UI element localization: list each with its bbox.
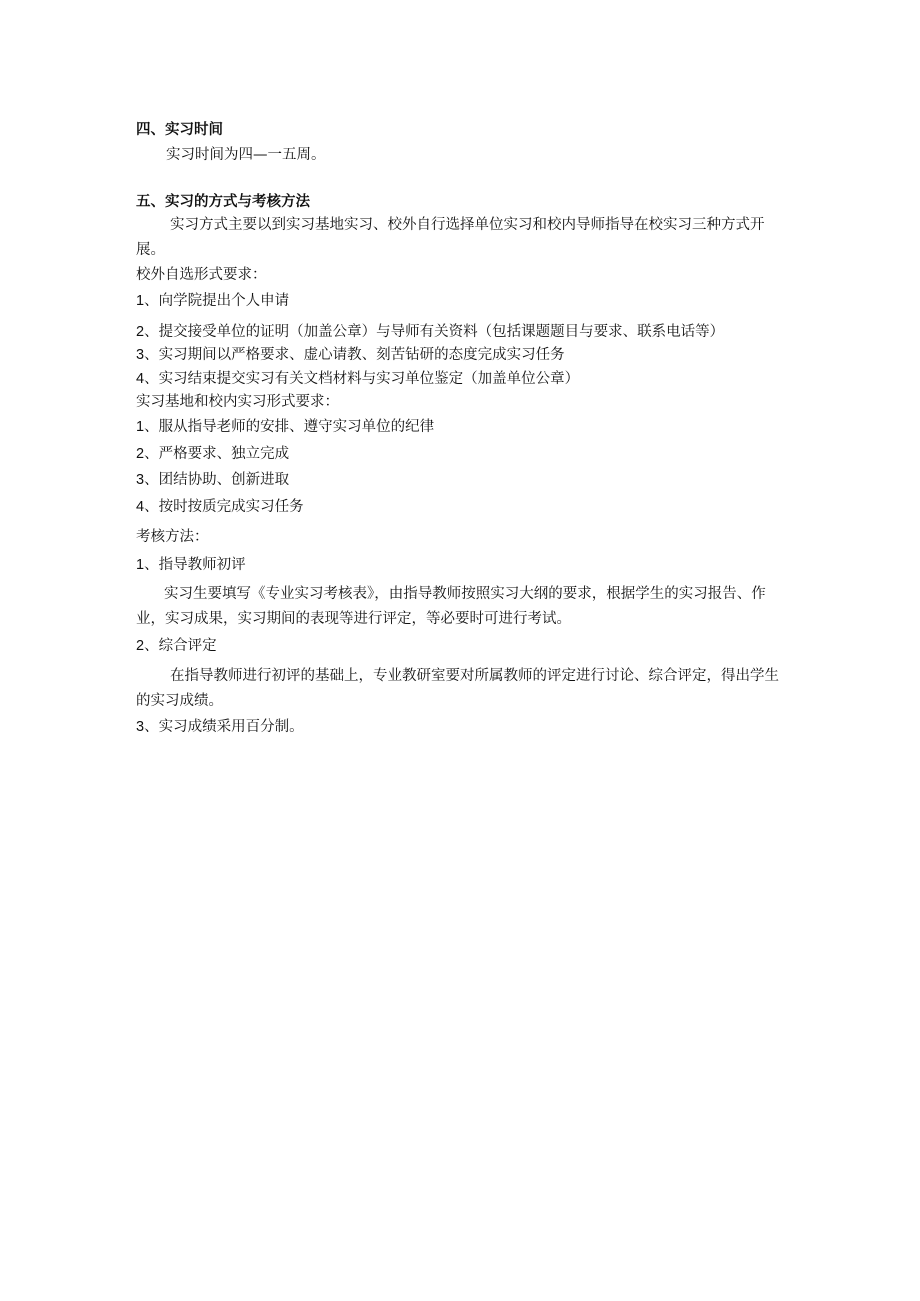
list-item: [136, 345, 565, 365]
list-item-number: 1: [136, 293, 145, 309]
assessment-item-number: 2: [136, 638, 145, 654]
list-item-text: 、实习期间以严格要求、虚心请教、刻苦钻研的态度完成实习任务: [144, 347, 565, 363]
assessment-item-title: 、综合评定: [144, 638, 217, 654]
list-item-number: 3: [136, 347, 145, 363]
list-item-text: 、实习结束提交实习有关文档材料与实习单位鉴定（加盖单位公章）: [144, 371, 580, 387]
list-item-text: 、服从指导老师的安排、遵守实习单位的纪律: [144, 419, 435, 435]
assessment-item-description: 在指导教师进行初评的基础上，专业教研室要对所属教师的评定进行讨论、综合评定，得出学生的实习成绩。: [136, 668, 779, 709]
section-4-title: 四、实习时间: [136, 122, 223, 138]
assessment-title: 考核方法：: [136, 529, 209, 545]
list-item-number: 4: [136, 499, 145, 515]
assessment-item: [136, 555, 246, 575]
list-item-text: 、向学院提出个人申请: [144, 293, 290, 309]
list-item-number: 4: [136, 371, 145, 387]
list-item-number: 2: [136, 446, 145, 462]
section-5-title: 五、实习的方式与考核方法: [136, 194, 310, 210]
assessment-item: [136, 717, 304, 737]
list-item: [136, 417, 434, 437]
section-4-body: 实习时间为四—一五周。: [166, 147, 326, 163]
list-item: [136, 470, 289, 490]
external-requirements-title: 校外自选形式要求：: [136, 267, 267, 283]
list-item: [136, 444, 289, 464]
list-item-text: 、按时按质完成实习任务: [144, 499, 304, 515]
list-item-text: 、提交接受单位的证明（加盖公章）与导师有关资料（包括课题题目与要求、联系电话等）: [144, 324, 725, 340]
assessment-item-title: 、指导教师初评: [144, 557, 246, 573]
internal-requirements-title: 实习基地和校内实习形式要求：: [136, 394, 339, 410]
assessment-item-number: 1: [136, 557, 145, 573]
assessment-item: [136, 636, 217, 656]
list-item: [136, 322, 724, 342]
list-item: [136, 291, 289, 311]
list-item: [136, 369, 579, 389]
list-item-text: 、严格要求、独立完成: [144, 446, 290, 462]
list-item-number: 3: [136, 472, 145, 488]
assessment-item-title: 、实习成绩采用百分制。: [144, 719, 304, 735]
list-item-number: 1: [136, 419, 145, 435]
assessment-item-number: 3: [136, 719, 145, 735]
list-item-text: 、团结协助、创新进取: [144, 472, 290, 488]
list-item-number: 2: [136, 324, 145, 340]
list-item: [136, 497, 304, 517]
section-5-intro: 实习方式主要以到实习基地实习、校外自行选择单位实习和校内导师指导在校实习三种方式开展。: [136, 217, 765, 258]
assessment-item-description: 实习生要填写《专业实习考核表》，由指导教师按照实习大纲的要求，根据学生的实习报告、作业，实习成果，实习期间的表现等进行评定，等必要时可进行考试。: [136, 586, 766, 627]
